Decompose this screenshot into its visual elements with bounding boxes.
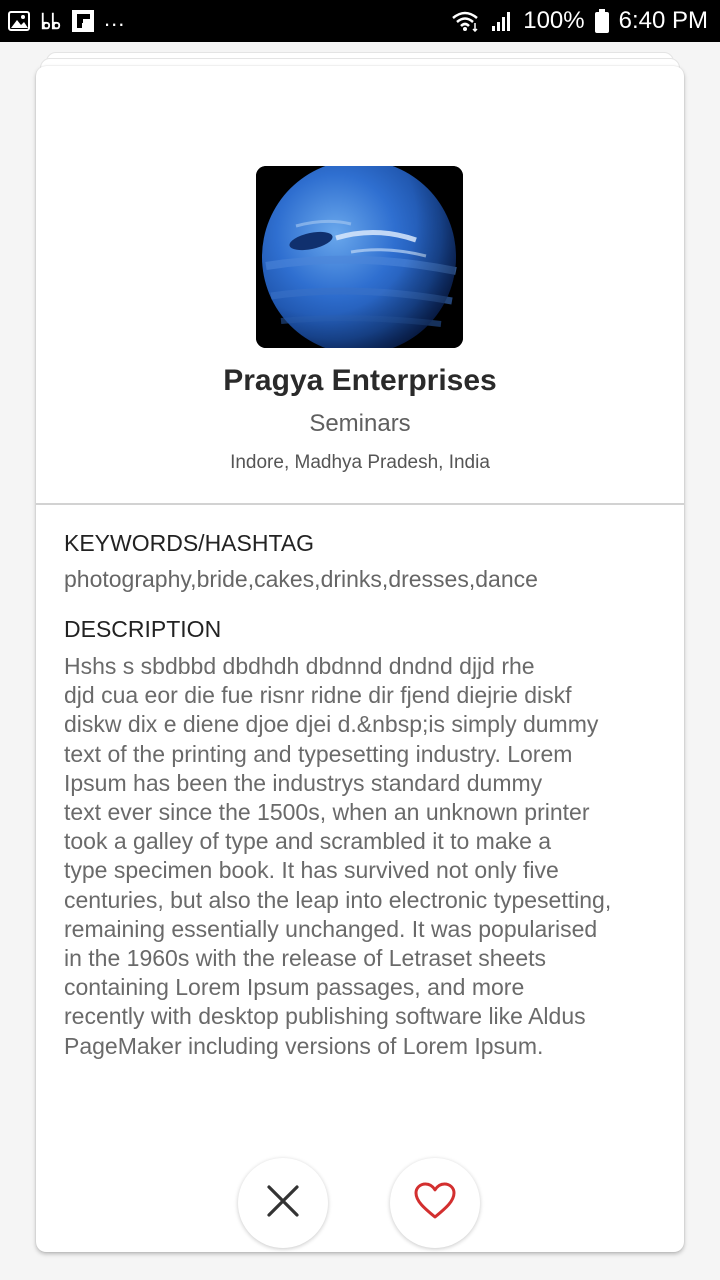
like-button[interactable] [390, 1158, 480, 1248]
company-name: Pragya Enterprises [223, 364, 497, 397]
description-text: Hshs s sbdbbd dbdhdh dbdnnd dndnd djjd rhe djd cua eor die fue risnr ridne dir fjend diejrie diskf diskw dix e diene djoe djei d.&nbsp;is simply dummy text of the printing and typesetting industry. Lorem Ipsum has been the industrys standard dummy text ever since the 1500s, when an unknown printer took a galley of type and scrambled it to make a type specimen book. It has survived not only five centuries, but also the leap into electronic typesetting, remaining essentially unchanged. It was popularised in the 1960s with the release of Letraset sheets containing Lorem Ipsum passages, and more recently with desktop publishing software like Aldus PageMaker including versions of Lorem Ipsum. [64, 653, 612, 1059]
keywords-text: photography,bride,cakes,drinks,dresses,dance [64, 566, 538, 592]
wifi-icon [451, 10, 481, 32]
battery-percent: 100% [523, 7, 585, 34]
status-left [8, 6, 126, 32]
location: Indore, Madhya Pradesh, India [230, 452, 490, 473]
profile-header [36, 66, 684, 504]
gallery-notification-icon [8, 10, 30, 32]
description-heading: DESCRIPTION [64, 616, 222, 642]
more-notifications: ... [104, 6, 126, 31]
action-bar [36, 1158, 684, 1250]
profile-card[interactable] [36, 66, 684, 1252]
battery-icon [595, 10, 609, 32]
details-section [64, 528, 664, 1061]
close-icon [266, 1184, 300, 1223]
profile-image [256, 166, 463, 348]
divider [36, 503, 684, 505]
keywords-heading: KEYWORDS/HASHTAG [64, 530, 315, 556]
clock: 6:40 PM [618, 7, 708, 34]
category: Seminars [309, 410, 411, 437]
page [0, 42, 720, 1280]
bb-notification-icon [40, 10, 62, 32]
status-bar [0, 0, 720, 42]
dislike-button[interactable] [238, 1158, 328, 1248]
status-right [451, 7, 708, 35]
flipboard-notification-icon [72, 10, 94, 32]
heart-icon [414, 1182, 456, 1225]
signal-icon [491, 10, 513, 32]
